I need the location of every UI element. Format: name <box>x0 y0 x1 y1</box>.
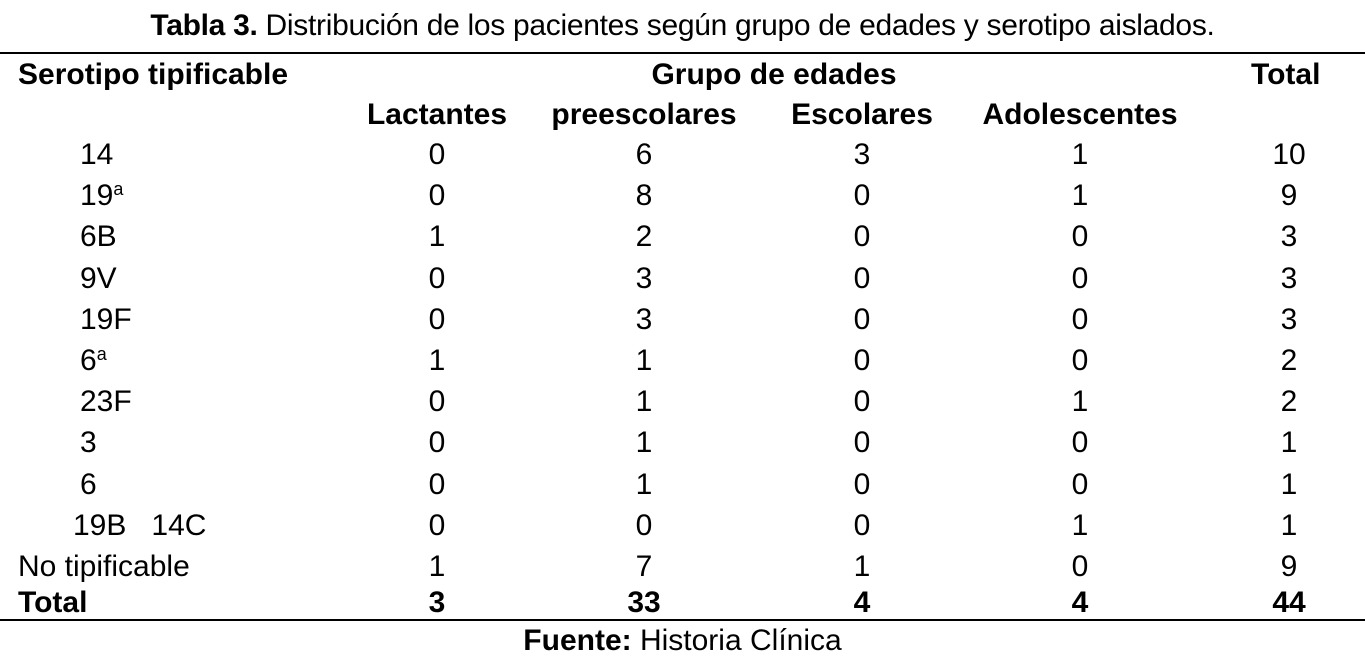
row-label <box>18 547 190 587</box>
header-preescolares: preescolares <box>551 98 737 131</box>
row-label-superscript: a <box>113 179 124 200</box>
row-label <box>80 465 97 505</box>
totals-lactantes: 3 <box>428 586 446 619</box>
cell-preescolares: 1 <box>635 385 653 419</box>
totals-preescolares: 33 <box>627 586 661 619</box>
row-label <box>80 135 113 175</box>
row-label <box>80 423 97 463</box>
row-label <box>80 382 132 422</box>
cell-escolares: 0 <box>853 220 871 254</box>
cell-lactantes: 1 <box>428 550 446 583</box>
cell-escolares: 0 <box>853 261 871 295</box>
totals-total: 44 <box>1272 586 1306 619</box>
row-label <box>73 506 206 546</box>
cell-lactantes: 0 <box>428 179 446 213</box>
row-label <box>80 259 117 299</box>
row-label-text: 19B 14C <box>73 508 207 542</box>
totals-escolares: 4 <box>853 586 871 619</box>
row-label <box>80 176 123 216</box>
totals-adolescentes: 4 <box>1071 586 1089 619</box>
cell-preescolares: 3 <box>635 302 653 336</box>
header-lactantes: Lactantes <box>366 98 508 131</box>
cell-lactantes: 0 <box>428 508 446 542</box>
cell-lactantes: 0 <box>428 467 446 501</box>
cell-lactantes: 0 <box>428 138 446 171</box>
cell-total: 3 <box>1280 220 1298 254</box>
cell-preescolares: 1 <box>635 344 653 377</box>
cell-preescolares: 0 <box>635 508 653 542</box>
header-serotype: Serotipo tipificable <box>18 58 289 91</box>
totals-label: Total <box>18 586 88 619</box>
row-label-text: 6B <box>80 220 117 254</box>
table-caption <box>0 6 1365 46</box>
caption-label: Tabla 3. <box>150 9 258 42</box>
source-label: Fuente: <box>523 624 632 657</box>
cell-preescolares: 1 <box>635 426 653 460</box>
cell-adolescentes: 0 <box>1071 467 1089 501</box>
cell-preescolares: 8 <box>635 179 653 213</box>
cell-lactantes: 0 <box>428 426 446 460</box>
cell-total: 9 <box>1280 550 1298 583</box>
header-adolescentes: Adolescentes <box>982 98 1178 131</box>
cell-total: 1 <box>1280 467 1298 501</box>
row-label <box>80 217 117 257</box>
cell-escolares: 0 <box>853 385 871 419</box>
header-age-group: Grupo de edades <box>651 58 897 91</box>
row-label-text: 6 <box>80 344 97 377</box>
cell-total: 1 <box>1280 426 1298 460</box>
source-text: Historia Clínica <box>631 624 842 657</box>
cell-preescolares: 2 <box>635 220 653 254</box>
cell-total: 10 <box>1272 138 1306 171</box>
cell-escolares: 0 <box>853 467 871 501</box>
cell-total: 2 <box>1280 344 1298 377</box>
cell-total: 1 <box>1280 508 1298 542</box>
cell-total: 3 <box>1280 302 1298 336</box>
row-label-superscript: a <box>96 344 107 364</box>
cell-escolares: 0 <box>853 426 871 460</box>
cell-preescolares: 7 <box>635 550 653 583</box>
cell-preescolares: 1 <box>635 467 653 501</box>
header-total: Total <box>1251 58 1321 91</box>
cell-escolares: 0 <box>853 179 871 213</box>
row-label <box>80 341 107 381</box>
row-label-text: 19 <box>80 179 114 213</box>
cell-adolescentes: 1 <box>1071 385 1089 419</box>
cell-lactantes: 1 <box>428 344 446 377</box>
cell-lactantes: 0 <box>428 261 446 295</box>
cell-lactantes: 1 <box>428 220 446 254</box>
top-rule <box>0 52 1365 54</box>
cell-lactantes: 0 <box>428 385 446 419</box>
row-label-text: 23F <box>80 385 132 419</box>
cell-preescolares: 6 <box>635 138 653 171</box>
row-label <box>80 300 132 340</box>
cell-adolescentes: 1 <box>1071 179 1089 213</box>
table-source <box>0 621 1365 661</box>
cell-adolescentes: 0 <box>1071 220 1089 254</box>
cell-escolares: 0 <box>853 302 871 336</box>
cell-total: 9 <box>1280 179 1298 213</box>
caption-text: Distribución de los pacientes según grupo de edades y serotipo aislados. <box>257 9 1215 42</box>
row-label-text: 19F <box>80 302 132 336</box>
row-label-text: No tipificable <box>18 550 190 583</box>
cell-total: 2 <box>1280 385 1298 419</box>
cell-adolescentes: 0 <box>1071 344 1089 377</box>
cell-escolares: 0 <box>853 508 871 542</box>
cell-adolescentes: 1 <box>1071 508 1089 542</box>
cell-adolescentes: 0 <box>1071 426 1089 460</box>
row-label-text: 14 <box>80 138 114 171</box>
cell-adolescentes: 1 <box>1071 138 1089 171</box>
cell-escolares: 0 <box>853 344 871 377</box>
cell-adolescentes: 0 <box>1071 302 1089 336</box>
cell-preescolares: 3 <box>635 261 653 295</box>
row-label-text: 9V <box>80 261 117 295</box>
cell-adolescentes: 0 <box>1071 550 1089 583</box>
row-label-text: 6 <box>80 467 97 501</box>
cell-lactantes: 0 <box>428 302 446 336</box>
cell-adolescentes: 0 <box>1071 261 1089 295</box>
header-escolares: Escolares <box>791 98 933 131</box>
row-label-text: 3 <box>80 426 97 460</box>
cell-total: 3 <box>1280 261 1298 295</box>
cell-escolares: 3 <box>853 138 871 171</box>
cell-escolares: 1 <box>853 550 871 583</box>
